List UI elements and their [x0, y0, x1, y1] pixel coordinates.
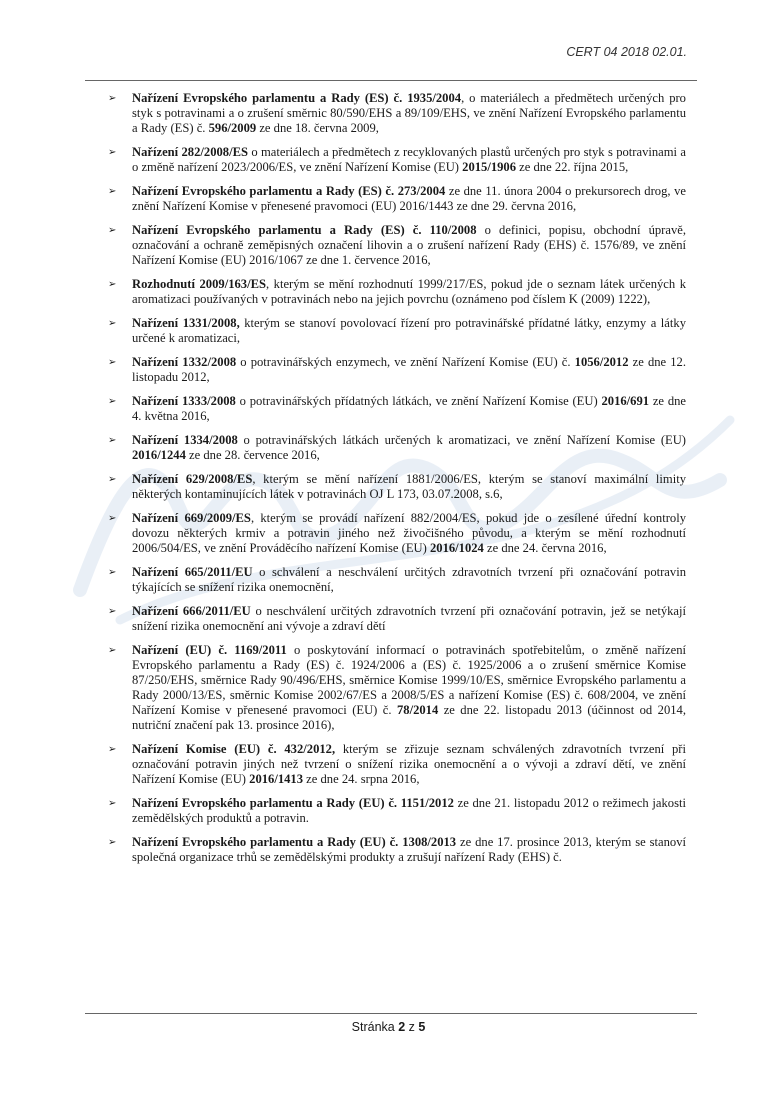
page-number: Stránka 2 z 5 [351, 1020, 426, 1034]
amendment-number: 78/2014 [396, 703, 439, 717]
list-item [108, 472, 686, 502]
regulation-title: Nařízení 1331/2008, [132, 316, 240, 330]
regulation-title: Nařízení Evropského parlamentu a Rady (EU) č. 1308/2013 [132, 835, 457, 849]
regulation-text: ze dne 24. srpna 2016, [303, 772, 420, 786]
regulation-text: ze dne 22. listopadu 2013 (účinnost od 2014, nutriční značení pak 13. prosince 2016), [132, 703, 686, 732]
regulation-title: Nařízení 666/2011/EU [132, 604, 251, 618]
list-item [108, 835, 686, 865]
regulation-text: o materiálech a předmětech z recyklovaných plastů určených pro styk s potravinami a o změně nařízení 2023/2006/ES, ve znění Nařízení Komise (EU) [132, 145, 686, 174]
regulation-text: ze dne 21. listopadu 2012 o režimech jakosti zemědělských produktů a potravin. [132, 796, 686, 825]
regulation-title: Nařízení Evropského parlamentu a Rady (ES) č. 110/2008 [132, 223, 477, 237]
amendment-number: 596/2009 [208, 121, 257, 135]
list-item [108, 277, 686, 307]
regulation-text: ze dne 4. května 2016, [132, 394, 687, 423]
list-item [108, 796, 686, 826]
regulation-title: Nařízení 1332/2008 [132, 355, 237, 369]
regulation-text: , kterým se mění nařízení 1881/2006/ES, kterým se stanoví maximální limity některých kontaminujících látek v potravinách OJ L 173, 03.07.2008, s.6, [132, 472, 686, 501]
list-item [108, 565, 686, 595]
regulation-text: ze dne 18. června 2009, [256, 121, 379, 135]
arrow-bullet-icon: ➢ [108, 513, 117, 524]
regulation-text: o schválení a neschválení určitých zdravotních tvrzení při označování potravin týkajících se snížení rizika onemocnění, [132, 565, 686, 594]
regulation-title: Nařízení 665/2011/EU [132, 565, 253, 579]
arrow-bullet-icon: ➢ [108, 837, 117, 848]
regulation-title: Nařízení (EU) č. 1169/2011 [132, 643, 287, 657]
list-item [108, 742, 686, 787]
regulation-text: ze dne 22. října 2015, [516, 160, 629, 174]
arrow-bullet-icon: ➢ [108, 567, 117, 578]
regulation-title: Nařízení Evropského parlamentu a Rady (EU) č. 1151/2012 [132, 796, 454, 810]
list-item [108, 355, 686, 385]
list-item [108, 394, 686, 424]
header-divider [85, 80, 697, 81]
regulation-text: , kterým se mění rozhodnutí 1999/217/ES, pokud jde o seznam látek určených k aromatizaci používaných v potravinách nebo na jejich povrchu (oznámeno pod číslem K (2009) 1222), [132, 277, 686, 306]
regulation-text: ze dne 12. listopadu 2012, [132, 355, 686, 384]
arrow-bullet-icon: ➢ [108, 744, 117, 755]
regulation-text: kterým se stanoví povolovací řízení pro potravinářské přídatné látky, enzymy a látky určené k aromatizaci, [132, 316, 686, 345]
arrow-bullet-icon: ➢ [108, 396, 117, 407]
regulation-title: Nařízení Evropského parlamentu a Rady (ES) č. 273/2004 [132, 184, 446, 198]
regulation-title: Nařízení 669/2009/ES [132, 511, 251, 525]
regulation-title: Nařízení Komise (EU) č. 432/2012, [132, 742, 336, 756]
arrow-bullet-icon: ➢ [108, 147, 117, 158]
regulation-text: ze dne 17. prosince 2013, kterým se stanoví společná organizace trhů se zemědělskými produkty a zrušují nařízení Rady (EHS) č. [132, 835, 686, 864]
regulation-text: ze dne 11. února 2004 o prekursorech drog, ve znění Nařízení Komise v přenesené pravomoci (EU) 2016/1443 ze dne 29. června 2016, [132, 184, 686, 213]
arrow-bullet-icon: ➢ [108, 318, 117, 329]
regulation-text: o potravinářských přídatných látkách, ve znění Nařízení Komise (EU) [235, 394, 602, 408]
regulation-title: Nařízení 1333/2008 [132, 394, 236, 408]
regulation-text: ze dne 24. června 2016, [483, 541, 607, 555]
footer-divider [85, 1013, 697, 1014]
amendment-number: 2016/1024 [429, 541, 484, 555]
regulation-text: ze dne 28. července 2016, [185, 448, 320, 462]
list-item [108, 223, 686, 268]
regulation-title: Nařízení 282/2008/ES [132, 145, 248, 159]
regulation-text: , kterým se provádí nařízení 882/2004/ES, pokud jde o zesílené úřední kontroly dovozu některých krmiv a potravin jiného než živočišného původu, a kterým se mění rozhodnutí 2006/504/ES, ve znění Prováděcího nařízení Komise (EU) [132, 511, 686, 555]
regulation-text: o neschválení určitých zdravotních tvrzení při označování potravin, jež se netýkají snížení rizika onemocnění ani vývoje a zdraví dětí [132, 604, 687, 633]
list-item [108, 433, 686, 463]
regulation-text: kterým se zřizuje seznam schválených zdravotních tvrzení při označování potravin jiných než tvrzení o snížení rizika onemocnění a o vývoji a zdraví dětí, ve znění Nařízení Komise (EU) [132, 742, 686, 786]
arrow-bullet-icon: ➢ [108, 93, 117, 104]
amendment-number: 2016/691 [601, 394, 650, 408]
list-item [108, 145, 686, 175]
regulation-text: o definici, popisu, obchodní úpravě, označování a ochraně zeměpisných označení lihovin a o zrušení nařízení Rady (EHS) č. 1576/89, ve znění Nařízení Komise (EU) 2016/1067 ze dne 1. července 2016, [132, 223, 687, 267]
amendment-number: 2016/1413 [249, 772, 304, 786]
document-reference: CERT 04 2018 02.01. [566, 45, 687, 59]
regulation-text: , o materiálech a předmětech určených pro styk s potravinami a o zrušení směrnic 80/590/EHS a 89/109/EHS, ve znění Nařízení Evropského parlamentu a Rady (ES) č. [132, 91, 686, 135]
arrow-bullet-icon: ➢ [108, 435, 117, 446]
regulation-text: o poskytování informací o potravinách spotřebitelům, o změně nařízení Evropského parlamentu a Rady (ES) č. 1924/2006 a (ES) č. 1925/2006 a o zrušení směrnice Komise 87/250/EHS, směrnice Rady 90/496/EHS, směrnice Komise 1999/10/ES, směrnice Evropského parlamentu a Rady 2000/13/ES, směrnic Komise 2002/67/ES a 2008/5/ES a nařízení Komise (ES) č. 608/2004, ve znění Nařízení Komise v přenesené pravomoci (EU) č. [132, 643, 686, 717]
regulation-title: Rozhodnutí 2009/163/ES [132, 277, 266, 291]
arrow-bullet-icon: ➢ [108, 279, 117, 290]
regulation-text: o potravinářských enzymech, ve znění Nařízení Komise (EU) č. [236, 355, 575, 369]
list-item [108, 511, 686, 556]
list-item [108, 184, 686, 214]
amendment-number: 2015/1906 [462, 160, 517, 174]
regulation-list [108, 91, 686, 865]
list-item [108, 643, 686, 733]
arrow-bullet-icon: ➢ [108, 357, 117, 368]
regulation-text: o potravinářských látkách určených k aromatizaci, ve znění Nařízení Komise (EU) [237, 433, 687, 447]
regulation-title: Nařízení 629/2008/ES [132, 472, 253, 486]
list-item [108, 604, 686, 634]
amendment-number: 1056/2012 [574, 355, 629, 369]
arrow-bullet-icon: ➢ [108, 645, 117, 656]
arrow-bullet-icon: ➢ [108, 606, 117, 617]
arrow-bullet-icon: ➢ [108, 225, 117, 236]
list-item [108, 316, 686, 346]
regulation-title: Nařízení Evropského parlamentu a Rady (ES) č. 1935/2004 [132, 91, 462, 105]
arrow-bullet-icon: ➢ [108, 798, 117, 809]
list-item [108, 91, 686, 136]
amendment-number: 2016/1244 [132, 448, 186, 462]
regulation-title: Nařízení 1334/2008 [132, 433, 238, 447]
arrow-bullet-icon: ➢ [108, 186, 117, 197]
arrow-bullet-icon: ➢ [108, 474, 117, 485]
